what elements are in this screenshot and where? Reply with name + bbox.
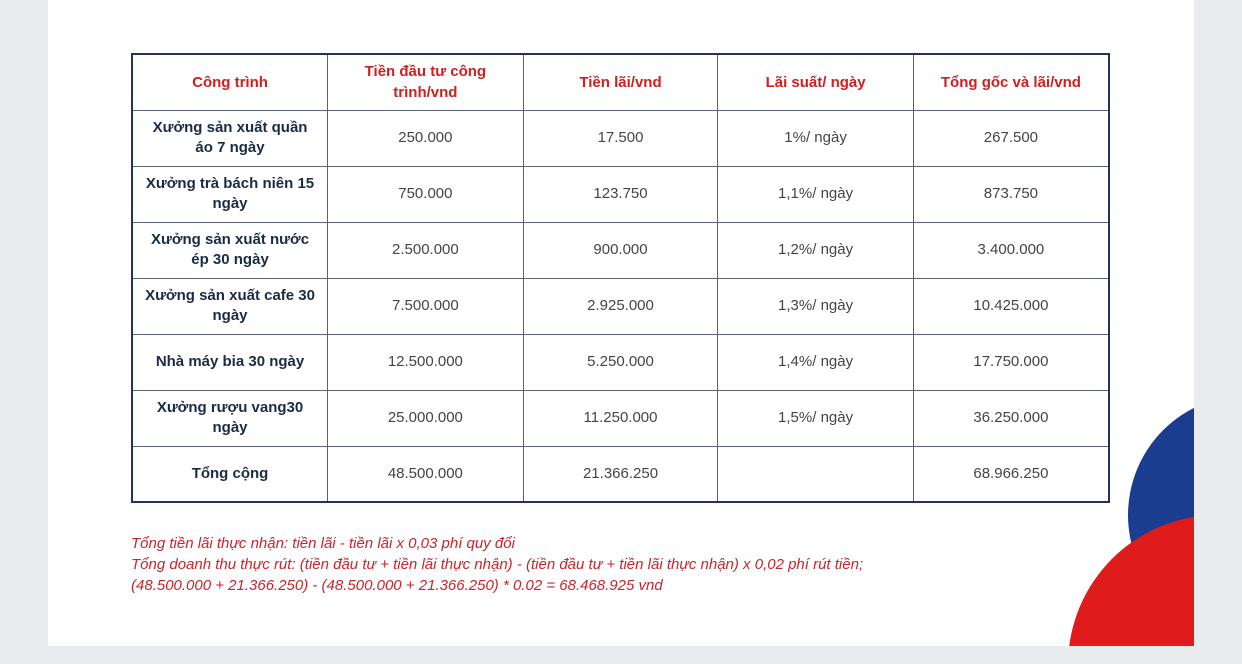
interest-cell: 900.000 — [523, 222, 718, 278]
investment-cell: 250.000 — [328, 110, 524, 166]
header-interest: Tiền lãi/vnd — [523, 54, 718, 110]
rate-cell: 1,3%/ ngày — [718, 278, 914, 334]
investment-cell: 750.000 — [328, 166, 524, 222]
interest-total-cell: 21.366.250 — [523, 446, 718, 502]
investment-cell: 25.000.000 — [328, 390, 524, 446]
investment-table — [131, 53, 1110, 503]
project-name-cell: Xưởng trà bách niên 15 ngày — [132, 166, 328, 222]
table-row — [132, 278, 1109, 334]
project-name-cell: Xưởng rượu vang30 ngày — [132, 390, 328, 446]
total-cell: 10.425.000 — [913, 278, 1109, 334]
total-label-cell: Tổng cộng — [132, 446, 328, 502]
table-row — [132, 334, 1109, 390]
note-withdrawal-result: (48.500.000 + 21.366.250) - (48.500.000 + 21.366.250) * 0.02 = 68.468.925 vnd — [131, 577, 663, 594]
total-cell: 873.750 — [913, 166, 1109, 222]
table-row — [132, 222, 1109, 278]
investment-total-cell: 48.500.000 — [328, 446, 524, 502]
project-name-cell: Xưởng sản xuất cafe 30 ngày — [132, 278, 328, 334]
interest-cell: 17.500 — [523, 110, 718, 166]
rate-cell: 1,2%/ ngày — [718, 222, 914, 278]
grand-total-cell: 68.966.250 — [913, 446, 1109, 502]
total-cell: 17.750.000 — [913, 334, 1109, 390]
total-cell: 267.500 — [913, 110, 1109, 166]
total-cell: 3.400.000 — [913, 222, 1109, 278]
rate-cell: 1,5%/ ngày — [718, 390, 914, 446]
investment-cell: 7.500.000 — [328, 278, 524, 334]
rate-cell: 1,4%/ ngày — [718, 334, 914, 390]
table-row — [132, 110, 1109, 166]
document-page — [48, 0, 1194, 646]
table-row — [132, 390, 1109, 446]
rate-cell: 1,1%/ ngày — [718, 166, 914, 222]
interest-cell: 11.250.000 — [523, 390, 718, 446]
table-total-row — [132, 446, 1109, 502]
header-total: Tổng gốc và lãi/vnd — [913, 54, 1109, 110]
total-cell: 36.250.000 — [913, 390, 1109, 446]
calculation-notes — [131, 533, 1031, 596]
investment-cell: 12.500.000 — [328, 334, 524, 390]
interest-cell: 2.925.000 — [523, 278, 718, 334]
interest-cell: 123.750 — [523, 166, 718, 222]
rate-cell: 1%/ ngày — [718, 110, 914, 166]
project-name-cell: Nhà máy bia 30 ngày — [132, 334, 328, 390]
rate-total-cell — [718, 446, 914, 502]
project-name-cell: Xưởng sản xuất quần áo 7 ngày — [132, 110, 328, 166]
table-row — [132, 166, 1109, 222]
project-name-cell: Xưởng sản xuất nước ép 30 ngày — [132, 222, 328, 278]
note-withdrawal-formula: Tổng doanh thu thực rút: (tiền đầu tư + tiền lãi thực nhận) - (tiền đầu tư + tiền lãi thực nhận) x 0,02 phí rút tiền; — [131, 556, 864, 573]
table-header-row — [132, 54, 1109, 110]
header-investment: Tiền đầu tư công trình/vnd — [328, 54, 524, 110]
header-project: Công trình — [132, 54, 328, 110]
header-rate: Lãi suất/ ngày — [718, 54, 914, 110]
investment-cell: 2.500.000 — [328, 222, 524, 278]
interest-cell: 5.250.000 — [523, 334, 718, 390]
note-net-interest: Tổng tiền lãi thực nhận: tiền lãi - tiền lãi x 0,03 phí quy đổi — [131, 535, 515, 552]
